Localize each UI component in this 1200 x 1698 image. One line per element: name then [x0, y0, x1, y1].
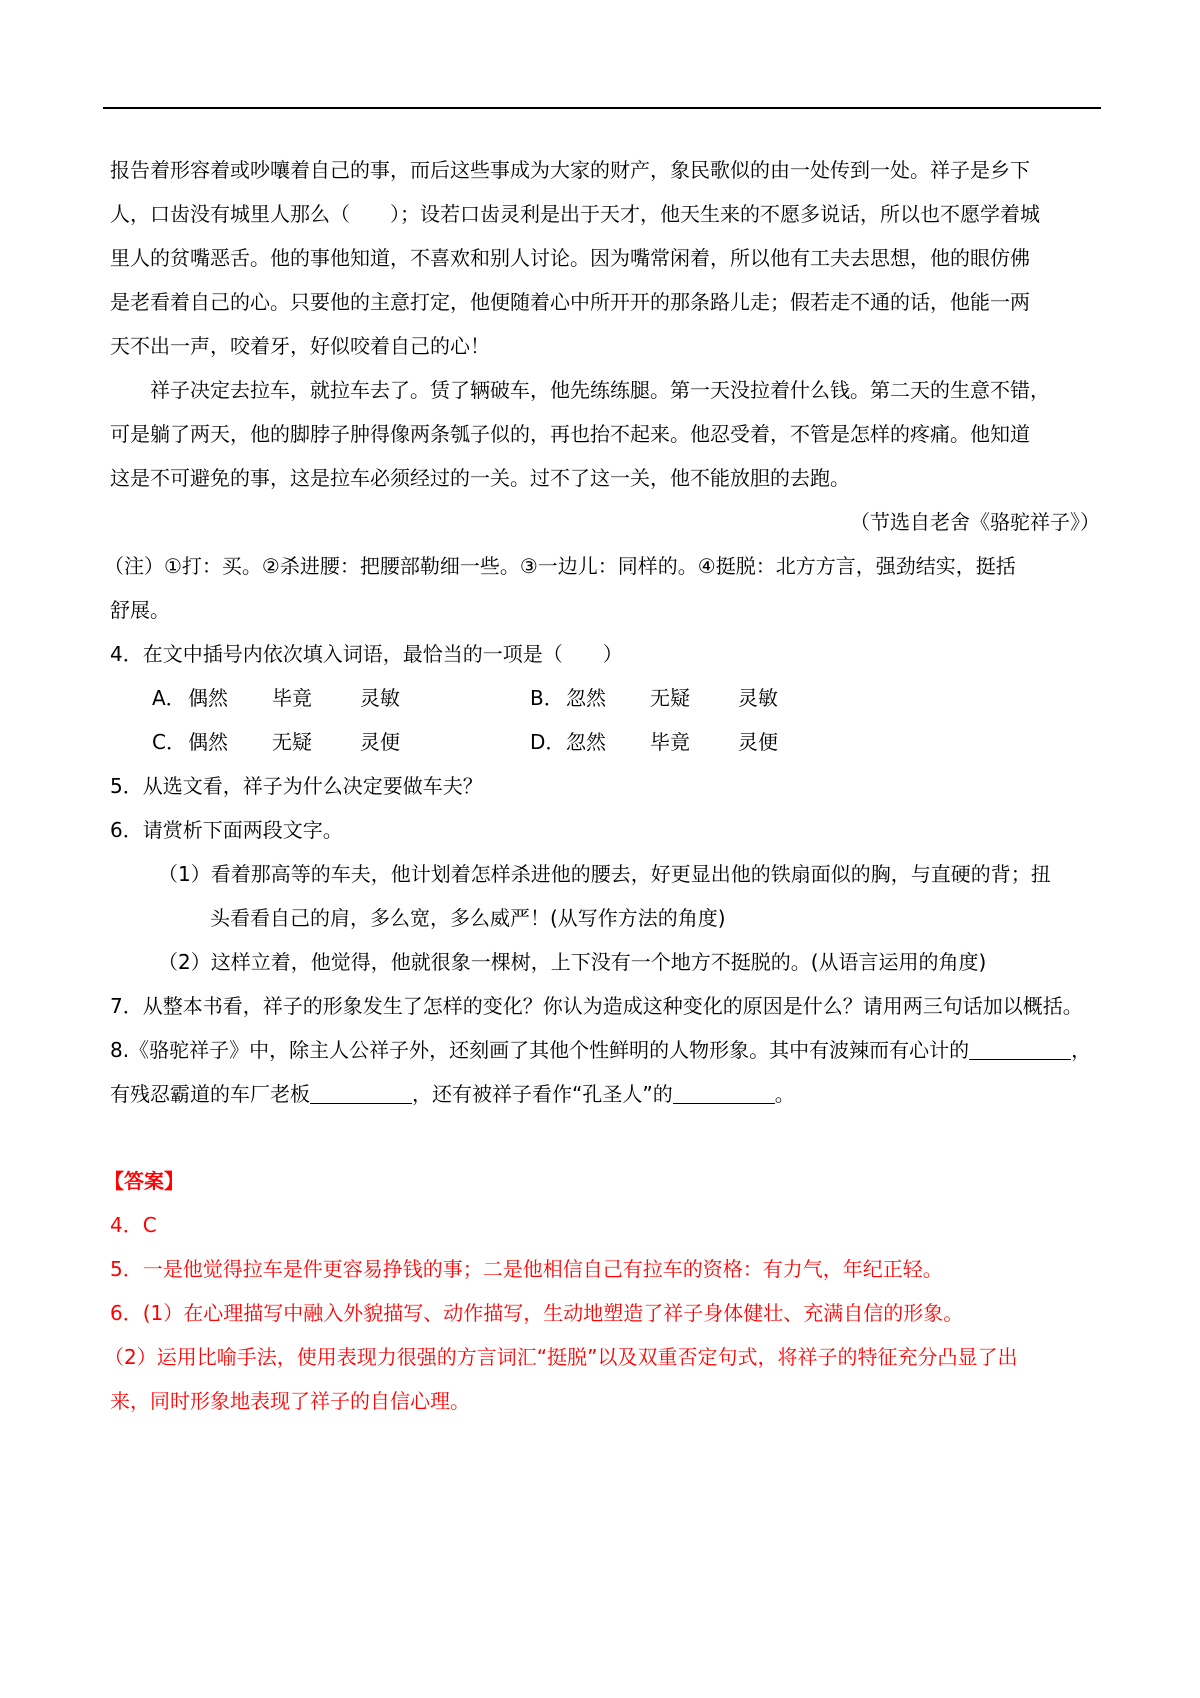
question-7: 7．从整本书看，祥子的形象发生了怎样的变化？你认为造成这种变化的原因是什么？请用两三句话加以概括。 [110, 994, 1083, 1018]
option-word: 毕竟 [650, 730, 690, 754]
option-word: 毕竟 [272, 686, 312, 710]
passage-line: 这是不可避免的事，这是拉车必须经过的一关。过不了这一关，他不能放胆的去跑。 [110, 466, 850, 490]
option-word: 灵敏 [738, 686, 778, 710]
header-rule [103, 107, 1101, 109]
question-8-text: ，还有被祥子看作“孔圣人”的 [412, 1082, 673, 1106]
answer-heading: 【答案】 [104, 1169, 184, 1193]
answer-4: 4．C [110, 1213, 157, 1237]
option-letter: D． [530, 730, 566, 754]
option-word: 忽然 [566, 730, 606, 754]
passage-line: 人，口齿没有城里人那么（ ）；设若口齿灵利是出于天才，他天生来的不愿多说话，所以也不愿学着城 [110, 202, 1040, 226]
question-8-line1 [110, 1037, 1091, 1063]
question-6-stem: 6．请赏析下面两段文字。 [110, 818, 343, 842]
passage-line: 天不出一声，咬着牙，好似咬着自己的心！ [110, 334, 490, 358]
option-word: 无疑 [650, 686, 690, 710]
option-word: 灵便 [360, 730, 400, 754]
option-letter: B． [530, 686, 564, 710]
notes-line: 舒展。 [110, 598, 170, 622]
question-6-sub1: （1）看着那高等的车夫，他计划着怎样杀进他的腰去，好更显出他的铁扇面似的胸，与直硬的背；扭 [158, 862, 1051, 886]
question-5: 5．从选文看，祥子为什么决定要做车夫？ [110, 774, 483, 798]
question-8-punct: 。 [774, 1082, 795, 1106]
question-6-sub1-cont: 头看看自己的肩，多么宽，多么威严！(从写作方法的角度) [210, 906, 726, 930]
passage-line: 祥子决定去拉车，就拉车去了。赁了辆破车，他先练练腿。第一天没拉着什么钱。第二天的生意不错， [150, 378, 1050, 402]
passage-line: 是老看着自己的心。只要他的主意打定，他便随着心中所开开的那条路儿走；假若走不通的话，他能一两 [110, 290, 1030, 314]
fill-blank[interactable] [673, 1083, 775, 1104]
option-word: 偶然 [188, 730, 228, 754]
option-word: 灵便 [738, 730, 778, 754]
notes-line: （注）①打：买。②杀进腰：把腰部勒细一些。③一边儿：同样的。④挺脱：北方方言，强劲结实，挺括 [104, 554, 1016, 578]
question-4-stem: 4．在文中插号内依次填入词语，最恰当的一项是（ ） [110, 642, 623, 666]
question-6-sub2: （2）这样立着，他觉得，他就很象一棵树，上下没有一个地方不挺脱的。(从语言运用的角度) [158, 950, 987, 974]
source-citation: （节选自老舍《骆驼祥子》） [850, 510, 1100, 534]
fill-blank[interactable] [969, 1039, 1071, 1060]
answer-6-1: 6．(1）在心理描写中融入外貌描写、动作描写，生动地塑造了祥子身体健壮、充满自信的形象。 [110, 1301, 964, 1325]
passage-line: 可是躺了两天，他的脚脖子肿得像两条瓠子似的，再也抬不起来。他忍受着，不管是怎样的疼痛。他知道 [110, 422, 1030, 446]
question-8-punct: ， [1071, 1038, 1092, 1062]
question-8-text: 8.《骆驼祥子》中，除主人公祥子外，还刻画了其他个性鲜明的人物形象。其中有波辣而有心计的 [110, 1038, 970, 1062]
option-word: 偶然 [188, 686, 228, 710]
question-8-text: 有残忍霸道的车厂老板 [110, 1082, 310, 1106]
option-word: 无疑 [272, 730, 312, 754]
answer-6-2-cont: 来，同时形象地表现了祥子的自信心理。 [110, 1389, 470, 1413]
option-letter: A． [152, 686, 186, 710]
option-word: 忽然 [566, 686, 606, 710]
question-8-line2 [110, 1081, 795, 1107]
answer-5: 5．一是他觉得拉车是件更容易挣钱的事；二是他相信自己有拉车的资格：有力气，年纪正轻。 [110, 1257, 943, 1281]
passage-line: 里人的贫嘴恶舌。他的事他知道，不喜欢和别人讨论。因为嘴常闲着，所以他有工夫去思想，他的眼仿佛 [110, 246, 1030, 270]
option-word: 灵敏 [360, 686, 400, 710]
answer-6-2: （2）运用比喻手法，使用表现力很强的方言词汇“挺脱”以及双重否定句式，将祥子的特征充分凸显了出 [104, 1345, 1018, 1369]
fill-blank[interactable] [310, 1083, 412, 1104]
option-letter: C． [152, 730, 186, 754]
passage-line: 报告着形容着或吵嚷着自己的事，而后这些事成为大家的财产，象民歌似的由一处传到一处。祥子是乡下 [110, 158, 1030, 182]
